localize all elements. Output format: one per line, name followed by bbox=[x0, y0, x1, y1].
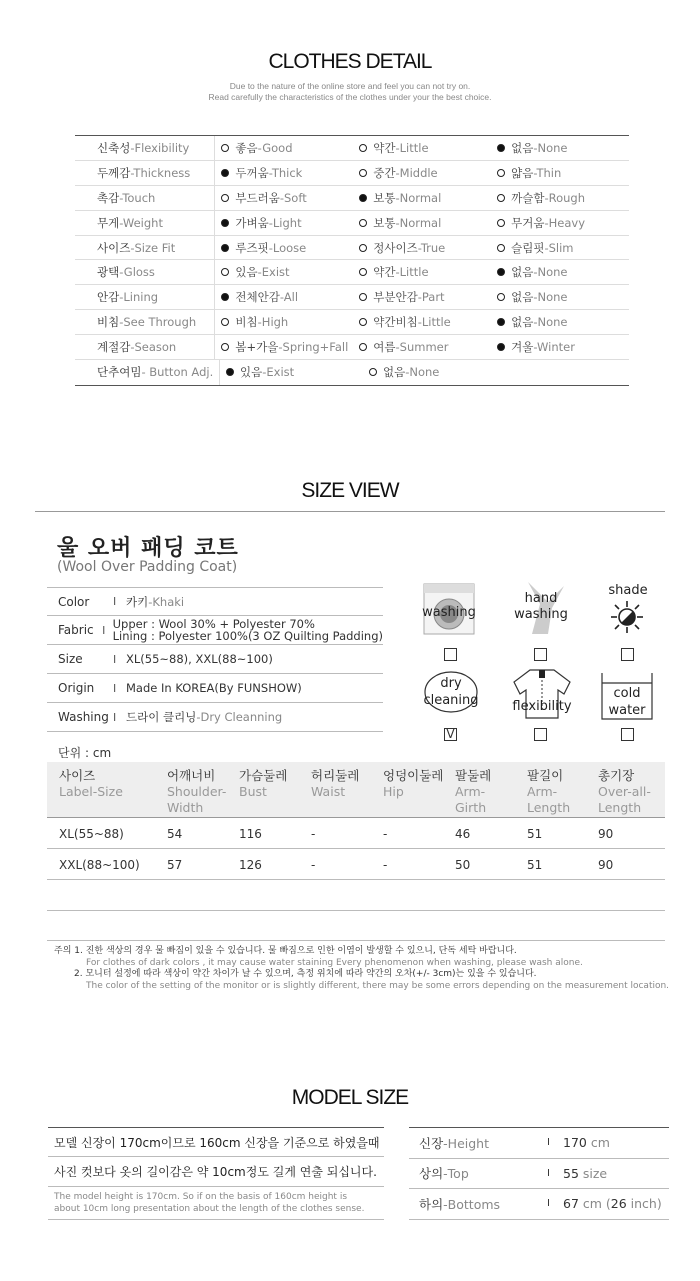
header-ko: 팔길이 bbox=[527, 768, 564, 783]
option-en: -All bbox=[279, 290, 299, 305]
detail-option bbox=[491, 140, 629, 156]
detail-label bbox=[75, 136, 215, 160]
radio-empty-icon bbox=[497, 293, 505, 301]
info-value bbox=[113, 618, 383, 642]
detail-option bbox=[215, 314, 353, 330]
separator: I bbox=[113, 652, 117, 666]
option-en: -Light bbox=[268, 215, 302, 230]
bottoms-ko: 하의 bbox=[419, 1196, 444, 1212]
detail-label-en: -Lining bbox=[119, 290, 159, 305]
header-ko: 엉덩이둘레 bbox=[383, 768, 444, 783]
radio-selected-icon bbox=[497, 318, 505, 326]
hand-washing-checkbox bbox=[534, 648, 547, 661]
detail-row bbox=[75, 211, 629, 236]
separator: I bbox=[113, 710, 117, 724]
option-en: -Normal bbox=[395, 215, 442, 230]
detail-option bbox=[353, 140, 491, 156]
clothes-detail-subtitle-2: Read carefully the characteristics of the clothes under your the best choice. bbox=[208, 92, 492, 102]
model-size-title: MODEL SIZE bbox=[291, 1086, 409, 1109]
flexibility-checkbox bbox=[534, 728, 547, 741]
detail-option bbox=[491, 165, 629, 181]
option-en: -Summer bbox=[395, 340, 449, 355]
model-measurements bbox=[409, 1127, 669, 1220]
option-en: -Normal bbox=[395, 190, 442, 205]
measure-value bbox=[563, 1166, 607, 1181]
info-value bbox=[126, 596, 184, 608]
radio-empty-icon bbox=[497, 244, 505, 252]
size-view-title: SIZE VIEW bbox=[301, 479, 399, 502]
detail-label-en: -Gloss bbox=[119, 265, 155, 280]
model-bottoms-row bbox=[409, 1189, 669, 1220]
option-en: -Thick bbox=[268, 165, 303, 180]
radio-empty-icon bbox=[359, 144, 367, 152]
detail-option bbox=[491, 289, 629, 305]
detail-row bbox=[75, 161, 629, 186]
detail-label bbox=[75, 211, 215, 235]
radio-selected-icon bbox=[221, 219, 229, 227]
column-header bbox=[311, 768, 359, 800]
radio-empty-icon bbox=[359, 169, 367, 177]
detail-option bbox=[363, 364, 506, 380]
header-ko: 팔둘레 bbox=[455, 768, 492, 783]
radio-empty-icon bbox=[221, 268, 229, 276]
header-ko: 어깨너비 bbox=[167, 768, 216, 783]
column-header bbox=[598, 768, 651, 816]
option-en: -Rough bbox=[544, 190, 586, 205]
detail-row bbox=[75, 335, 629, 360]
header-ko: 총기장 bbox=[598, 768, 635, 783]
detail-option bbox=[353, 339, 491, 355]
detail-row bbox=[75, 310, 629, 335]
detail-label-ko: 사이즈 bbox=[97, 240, 131, 255]
detail-label bbox=[75, 161, 215, 185]
table-cell: 116 bbox=[239, 827, 262, 841]
table-cell: 57 bbox=[167, 858, 183, 872]
table-cell: 90 bbox=[598, 858, 614, 872]
detail-row bbox=[75, 360, 629, 385]
measure-label bbox=[409, 1134, 547, 1152]
radio-selected-icon bbox=[359, 194, 367, 202]
radio-empty-icon bbox=[497, 194, 505, 202]
header-en: Shoulder- bbox=[167, 784, 227, 799]
detail-label-ko: 비침 bbox=[97, 315, 120, 330]
option-en: -Middle bbox=[395, 165, 438, 180]
option-ko: 정사이즈 bbox=[373, 240, 418, 255]
height-value: 170 bbox=[563, 1135, 587, 1151]
separator: I bbox=[113, 681, 117, 695]
measure-value bbox=[563, 1196, 662, 1211]
option-ko: 부분안감 bbox=[373, 290, 418, 305]
unit-label: 단위 : cm bbox=[58, 746, 112, 760]
model-line-2: 사진 컷보다 옷의 길이감은 약 10cm정도 길게 연출 되십니다. bbox=[48, 1157, 384, 1187]
header-en: Over-all- bbox=[598, 784, 651, 799]
table-cell: - bbox=[383, 858, 388, 872]
detail-label bbox=[75, 186, 215, 210]
care-hand-label-2: washing bbox=[514, 607, 568, 622]
clothes-detail-table bbox=[75, 135, 629, 386]
detail-option bbox=[215, 264, 353, 280]
divider bbox=[35, 511, 665, 512]
info-fabric-row bbox=[47, 616, 383, 645]
table-cell: 126 bbox=[239, 858, 262, 872]
washing-ko: 드라이 클리닝 bbox=[126, 710, 197, 724]
product-name: 울 오버 패딩 코트 bbox=[57, 536, 239, 561]
table-cell: 50 bbox=[455, 858, 471, 872]
detail-label bbox=[75, 310, 215, 334]
info-color-row bbox=[47, 587, 383, 616]
size-table-header bbox=[47, 762, 665, 818]
detail-label-ko: 신축성 bbox=[97, 140, 131, 155]
header-ko: 허리둘레 bbox=[311, 768, 360, 783]
option-ko: 까슬함 bbox=[511, 190, 545, 205]
table-cell: XL(55~88) bbox=[59, 827, 124, 841]
model-description bbox=[48, 1127, 384, 1220]
option-en: -None bbox=[533, 290, 568, 305]
detail-label-ko: 무게 bbox=[97, 215, 120, 230]
info-label: Size bbox=[58, 652, 83, 666]
model-height-row bbox=[409, 1128, 669, 1159]
header-en: Bust bbox=[239, 784, 267, 799]
option-en: -True bbox=[417, 240, 446, 255]
radio-empty-icon bbox=[221, 194, 229, 202]
detail-label-en: -Flexibility bbox=[130, 140, 190, 155]
detail-label bbox=[75, 260, 215, 284]
detail-option bbox=[353, 314, 491, 330]
detail-row bbox=[75, 186, 629, 211]
option-en: -Little bbox=[395, 140, 429, 155]
header-en: Label-Size bbox=[59, 784, 123, 799]
bottoms-inch-value: 26 bbox=[610, 1196, 627, 1212]
option-en: -Little bbox=[417, 315, 451, 330]
detail-row bbox=[75, 260, 629, 285]
separator: I bbox=[547, 1198, 550, 1210]
measure-label bbox=[409, 1164, 547, 1182]
model-line-1: 모델 신장이 170cm이므로 160cm 신장을 기준으로 하였을때 bbox=[48, 1127, 384, 1157]
detail-row bbox=[75, 136, 629, 161]
fabric-line-1: Upper : Wool 30% + Polyester 70% bbox=[112, 617, 315, 631]
detail-label-ko: 촉감 bbox=[97, 190, 120, 205]
option-ko: 있음 bbox=[240, 365, 263, 380]
table-cell: 54 bbox=[167, 827, 183, 841]
table-row bbox=[47, 819, 665, 849]
care-cold-label-2: water bbox=[608, 703, 646, 718]
fabric-line-2: Lining : Polyester 100%(3 OZ Quilting Padding) bbox=[112, 629, 383, 643]
option-en: -Loose bbox=[268, 240, 307, 255]
radio-empty-icon bbox=[497, 169, 505, 177]
option-ko: 두꺼움 bbox=[235, 165, 269, 180]
option-ko: 봄+가을 bbox=[235, 340, 279, 355]
header-en-2: Length bbox=[598, 800, 642, 815]
detail-option bbox=[353, 240, 491, 256]
detail-option bbox=[353, 165, 491, 181]
detail-option bbox=[215, 140, 353, 156]
option-ko: 무거움 bbox=[511, 215, 545, 230]
option-en: -None bbox=[533, 140, 568, 155]
detail-label-en: - Button Adj. bbox=[141, 365, 214, 380]
model-note-en bbox=[48, 1187, 384, 1220]
measure-label bbox=[409, 1195, 547, 1213]
detail-option bbox=[353, 190, 491, 206]
header-en: Arm- bbox=[527, 784, 558, 799]
info-label: Washing bbox=[58, 710, 109, 724]
detail-option bbox=[215, 339, 353, 355]
option-en: -Little bbox=[395, 265, 429, 280]
detail-option bbox=[215, 215, 353, 231]
header-en: Hip bbox=[383, 784, 404, 799]
info-origin-row bbox=[47, 674, 383, 703]
product-name-en: (Wool Over Padding Coat) bbox=[57, 559, 238, 575]
info-label: Fabric bbox=[58, 623, 94, 637]
detail-label-en: -See Through bbox=[119, 315, 197, 330]
radio-empty-icon bbox=[497, 219, 505, 227]
care-dry-label-1: dry bbox=[440, 676, 462, 691]
washing-en: -Dry Cleanning bbox=[196, 710, 283, 724]
detail-option bbox=[491, 190, 629, 206]
option-en: -Thin bbox=[533, 165, 562, 180]
detail-label-en: -Touch bbox=[119, 190, 156, 205]
shade-checkbox bbox=[621, 648, 634, 661]
header-en-2: Length bbox=[527, 800, 571, 815]
column-header bbox=[383, 768, 443, 800]
option-en: -Good bbox=[257, 140, 293, 155]
cold-water-checkbox bbox=[621, 728, 634, 741]
info-size-row bbox=[47, 645, 383, 674]
option-en: -Slim bbox=[544, 240, 574, 255]
detail-option bbox=[220, 364, 363, 380]
detail-label-ko: 광택 bbox=[97, 265, 120, 280]
option-en: -Part bbox=[417, 290, 445, 305]
radio-empty-icon bbox=[359, 219, 367, 227]
column-header bbox=[455, 768, 491, 816]
detail-label bbox=[75, 335, 215, 359]
header-en-2: Width bbox=[167, 800, 204, 815]
radio-selected-icon bbox=[497, 343, 505, 351]
radio-selected-icon bbox=[497, 144, 505, 152]
option-ko: 좋음 bbox=[235, 140, 258, 155]
detail-label-ko: 안감 bbox=[97, 290, 120, 305]
model-note-line-2: about 10cm long presentation about the length of the clothes sense. bbox=[54, 1204, 365, 1214]
option-ko: 가벼움 bbox=[235, 215, 269, 230]
option-ko: 얇음 bbox=[511, 165, 534, 180]
detail-option bbox=[353, 215, 491, 231]
radio-empty-icon bbox=[359, 293, 367, 301]
note-2: 2. 모니터 설정에 따라 색상이 약간 차이가 날 수 있으며, 측정 위치에 따라 약간의 오차(+/- 3cm)는 있을 수 있습니다. bbox=[74, 969, 537, 979]
bottoms-value: 67 bbox=[563, 1196, 579, 1212]
top-unit: size bbox=[578, 1165, 608, 1181]
note-1-en: For clothes of dark colors , it may cause water staining Every phenomenon when washing, please wash alone. bbox=[86, 957, 583, 968]
table-cell: - bbox=[311, 827, 316, 841]
detail-label bbox=[75, 285, 215, 309]
measure-value bbox=[563, 1135, 610, 1150]
detail-row bbox=[75, 285, 629, 310]
product-info bbox=[47, 587, 383, 732]
radio-empty-icon bbox=[221, 318, 229, 326]
option-en: -Winter bbox=[533, 340, 575, 355]
option-en: -Soft bbox=[279, 190, 307, 205]
radio-selected-icon bbox=[497, 268, 505, 276]
option-en: -None bbox=[533, 265, 568, 280]
option-ko: 부드러움 bbox=[235, 190, 280, 205]
clothes-detail-subtitle-1: Due to the nature of the online store and feel you can not try on. bbox=[229, 81, 471, 91]
info-value: XL(55~88), XXL(88~100) bbox=[126, 652, 273, 666]
header-en: Waist bbox=[311, 784, 346, 799]
option-ko: 보통 bbox=[373, 190, 396, 205]
separator: I bbox=[547, 1167, 550, 1179]
radio-empty-icon bbox=[369, 368, 377, 376]
detail-option bbox=[215, 190, 353, 206]
option-ko: 전체안감 bbox=[235, 290, 280, 305]
bottoms-en: -Bottoms bbox=[443, 1196, 501, 1212]
info-value: Made In KOREA(By FUNSHOW) bbox=[126, 681, 302, 695]
detail-row bbox=[75, 236, 629, 261]
radio-empty-icon bbox=[221, 144, 229, 152]
option-ko: 슬림핏 bbox=[511, 240, 545, 255]
radio-selected-icon bbox=[226, 368, 234, 376]
option-en: -Heavy bbox=[544, 215, 585, 230]
height-unit: cm bbox=[586, 1135, 610, 1151]
option-en: -None bbox=[533, 315, 568, 330]
info-label: Origin bbox=[58, 681, 95, 695]
note-2-en: The color of the setting of the monitor or is slightly different, there may be some errors depending on the measurement location. bbox=[86, 980, 670, 991]
option-ko: 비침 bbox=[235, 315, 258, 330]
separator: I bbox=[113, 595, 117, 608]
radio-empty-icon bbox=[359, 244, 367, 252]
care-flexibility-label: flexibility bbox=[512, 699, 572, 714]
detail-option bbox=[491, 215, 629, 231]
option-ko: 약간비침 bbox=[373, 315, 418, 330]
option-en: -High bbox=[257, 315, 289, 330]
model-note-line-1: The model height is 170cm. So if on the basis of 160cm height is bbox=[54, 1192, 348, 1202]
option-en: -Exist bbox=[257, 265, 290, 280]
header-ko: 사이즈 bbox=[59, 768, 96, 783]
option-en: -Exist bbox=[262, 365, 295, 380]
option-ko: 약간 bbox=[373, 140, 396, 155]
detail-option bbox=[215, 165, 353, 181]
column-header bbox=[59, 768, 123, 800]
detail-option bbox=[491, 240, 629, 256]
option-ko: 없음 bbox=[511, 290, 534, 305]
care-shade-label: shade bbox=[608, 583, 648, 598]
detail-label bbox=[75, 236, 215, 260]
detail-option bbox=[215, 289, 353, 305]
table-cell: 46 bbox=[455, 827, 471, 841]
bottoms-unit: cm ( bbox=[578, 1196, 611, 1212]
note-1: 주의 1. 진한 색상의 경우 물 빠짐이 있을 수 있습니다. 물 빠짐으로 인한 이염이 발생할 수 있으니, 단독 세탁 바랍니다. bbox=[54, 946, 517, 956]
detail-label-en: -Size Fit bbox=[130, 240, 176, 255]
option-ko: 약간 bbox=[373, 265, 396, 280]
info-washing-row bbox=[47, 703, 383, 732]
care-dry-label-2: cleaning bbox=[423, 693, 479, 708]
washing-checkbox bbox=[444, 648, 457, 661]
detail-option bbox=[491, 314, 629, 330]
care-cold-label-1: cold bbox=[613, 686, 641, 701]
option-ko: 없음 bbox=[511, 265, 534, 280]
height-ko: 신장 bbox=[419, 1135, 444, 1151]
detail-label-en: -Weight bbox=[119, 215, 163, 230]
option-ko: 없음 bbox=[511, 140, 534, 155]
column-header bbox=[239, 768, 287, 800]
top-ko: 상의 bbox=[419, 1166, 444, 1182]
option-en: -Spring+Fall bbox=[278, 340, 349, 355]
column-header bbox=[527, 768, 570, 816]
table-cell: - bbox=[311, 858, 316, 872]
detail-label bbox=[75, 360, 220, 385]
option-en: -None bbox=[405, 365, 440, 380]
table-cell: 51 bbox=[527, 827, 543, 841]
table-cell: 90 bbox=[598, 827, 614, 841]
column-header bbox=[167, 768, 226, 816]
radio-empty-icon bbox=[221, 343, 229, 351]
radio-empty-icon bbox=[359, 268, 367, 276]
model-top-row bbox=[409, 1159, 669, 1190]
detail-option bbox=[353, 264, 491, 280]
option-ko: 보통 bbox=[373, 215, 396, 230]
detail-label-en: -Season bbox=[130, 340, 177, 355]
radio-selected-icon bbox=[221, 293, 229, 301]
separator: I bbox=[547, 1137, 550, 1149]
top-value: 55 bbox=[563, 1165, 579, 1181]
detail-option bbox=[215, 240, 353, 256]
top-en: -Top bbox=[443, 1166, 469, 1182]
care-hand-label-1: hand bbox=[524, 591, 558, 606]
table-cell: 51 bbox=[527, 858, 543, 872]
radio-empty-icon bbox=[359, 318, 367, 326]
option-ko: 있음 bbox=[235, 265, 258, 280]
option-ko: 루즈핏 bbox=[235, 240, 269, 255]
option-ko: 겨울 bbox=[511, 340, 534, 355]
clothes-detail-title: CLOTHES DETAIL bbox=[268, 50, 432, 73]
info-label: Color bbox=[58, 594, 90, 609]
table-cell: XXL(88~100) bbox=[59, 858, 140, 872]
sun-icon bbox=[610, 600, 644, 634]
option-ko: 없음 bbox=[511, 315, 534, 330]
table-row-empty bbox=[47, 911, 665, 941]
header-ko: 가슴둘레 bbox=[239, 768, 288, 783]
color-ko: 카키 bbox=[126, 594, 149, 609]
radio-empty-icon bbox=[359, 343, 367, 351]
option-ko: 중간 bbox=[373, 165, 396, 180]
detail-option bbox=[491, 264, 629, 280]
detail-label-ko: 단추여밈 bbox=[97, 365, 142, 380]
header-en-2: Girth bbox=[455, 800, 487, 815]
detail-option bbox=[491, 339, 629, 355]
table-cell: - bbox=[383, 827, 388, 841]
table-row-empty bbox=[47, 881, 665, 911]
detail-label-en: -Thickness bbox=[130, 165, 191, 180]
header-en: Arm- bbox=[455, 784, 486, 799]
detail-label-ko: 두께감 bbox=[97, 165, 131, 180]
height-en: -Height bbox=[443, 1135, 489, 1151]
color-en: -Khaki bbox=[148, 594, 185, 609]
detail-option bbox=[353, 289, 491, 305]
option-ko: 여름 bbox=[373, 340, 396, 355]
dry-cleaning-checkbox: V bbox=[444, 728, 457, 741]
info-value bbox=[126, 711, 282, 723]
option-ko: 없음 bbox=[383, 365, 406, 380]
bottoms-inch-unit: inch) bbox=[626, 1196, 662, 1212]
notes bbox=[54, 946, 674, 992]
table-row bbox=[47, 850, 665, 880]
detail-label-ko: 계절감 bbox=[97, 340, 131, 355]
radio-selected-icon bbox=[221, 169, 229, 177]
care-washing-label: washing bbox=[422, 605, 476, 620]
radio-selected-icon bbox=[221, 244, 229, 252]
separator: I bbox=[102, 623, 106, 637]
